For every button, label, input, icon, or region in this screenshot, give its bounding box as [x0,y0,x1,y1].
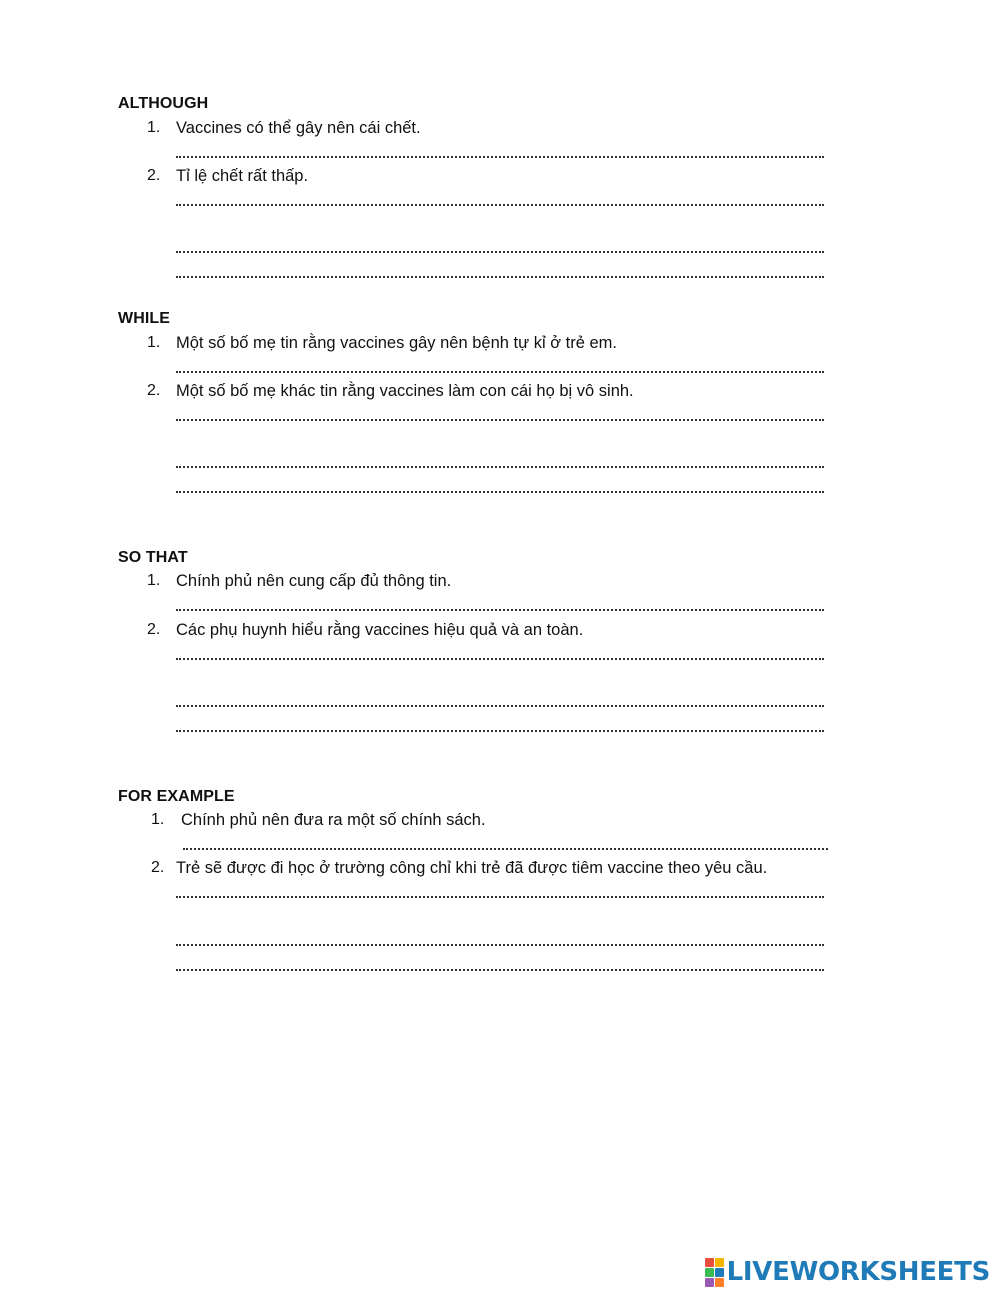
logo-block [705,1268,714,1277]
logo-block [715,1258,724,1267]
answer-line[interactable] [176,248,824,253]
item-number: 2. [147,167,161,184]
item-number: 2. [147,621,161,638]
answer-line[interactable] [183,845,828,850]
item-number: 1. [147,334,161,351]
item-text: Chính phủ nên đưa ra một số chính sách. [181,811,486,829]
item-text: Các phụ huynh hiểu rằng vaccines hiệu quả và an toàn. [176,621,584,639]
item-text: Trẻ sẽ được đi học ở trường công chỉ khi trẻ đã được tiêm vaccine theo yêu cầu. [176,859,768,877]
item-text: Một số bố mẹ khác tin rằng vaccines làm con cái họ bị vô sinh. [176,382,634,400]
answer-line[interactable] [176,463,824,468]
logo-block [715,1268,724,1277]
item-text: Tỉ lệ chết rất thấp. [176,167,309,185]
answer-line[interactable] [176,606,824,611]
answer-line[interactable] [176,941,824,946]
answer-line[interactable] [176,201,824,206]
answer-line[interactable] [176,488,824,493]
item-number: 1. [147,572,161,589]
liveworksheets-logo [705,1256,990,1288]
answer-line[interactable] [176,153,824,158]
answer-line[interactable] [176,416,824,421]
answer-line[interactable] [176,655,824,660]
logo-block [715,1278,724,1287]
logo-block [705,1278,714,1287]
item-number: 1. [151,811,165,828]
section-heading-for-example: FOR EXAMPLE [118,788,235,805]
item-text: Chính phủ nên cung cấp đủ thông tin. [176,572,452,590]
answer-line[interactable] [176,966,824,971]
logo-block [705,1258,714,1267]
answer-line[interactable] [176,273,824,278]
logo-text: LIVEWORKSHEETS [726,1257,990,1287]
section-heading-while: WHILE [118,310,171,327]
answer-line[interactable] [176,368,824,373]
logo-blocks-icon [705,1258,724,1287]
section-heading-although: ALTHOUGH [118,95,209,112]
item-number: 2. [147,382,161,399]
section-heading-so-that: SO THAT [118,549,188,566]
item-text: Vaccines có thể gây nên cái chết. [176,119,421,137]
answer-line[interactable] [176,702,824,707]
item-number: 1. [147,119,161,136]
answer-line[interactable] [176,893,824,898]
item-text: Một số bố mẹ tin rằng vaccines gây nên bệnh tự kỉ ở trẻ em. [176,334,617,352]
answer-line[interactable] [176,727,824,732]
item-number: 2. [151,859,165,876]
